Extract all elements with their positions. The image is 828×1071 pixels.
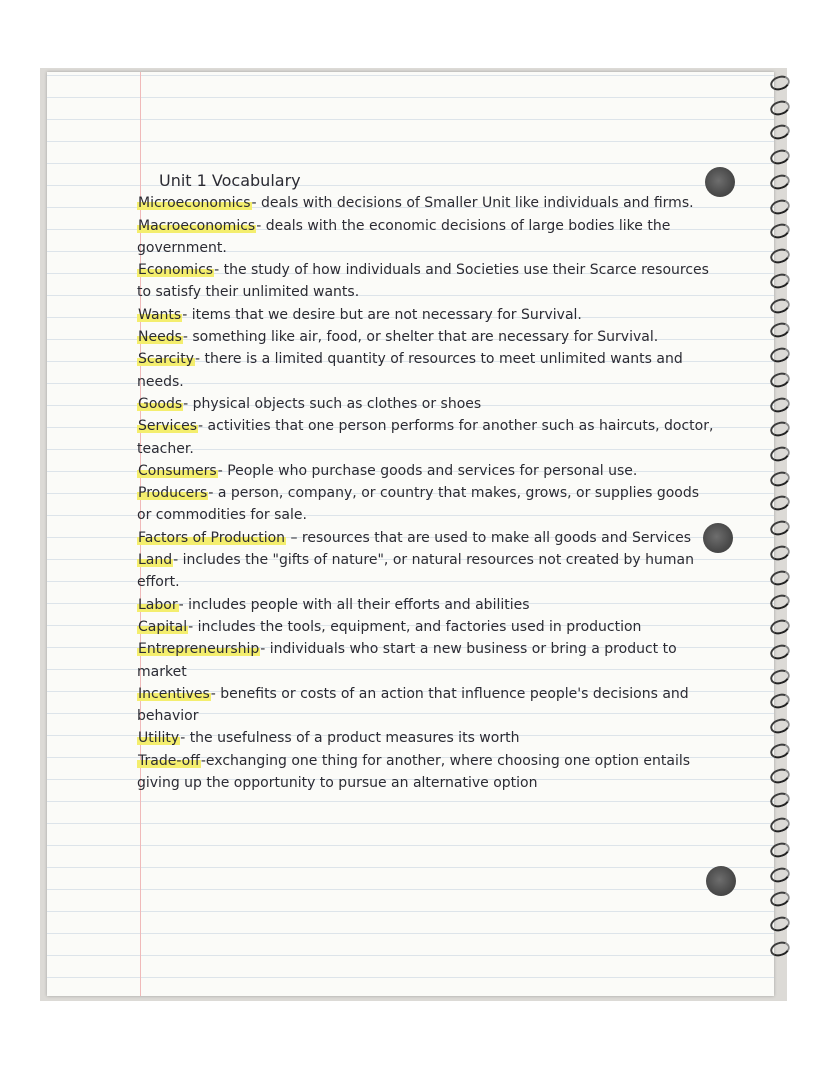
spiral-coil <box>768 73 791 92</box>
spiral-coil <box>768 791 791 810</box>
vocab-definition: - includes the tools, equipment, and factories used in production <box>188 618 642 635</box>
vocab-entry <box>137 750 717 795</box>
spiral-coil <box>768 98 791 117</box>
spiral-coil <box>768 642 791 661</box>
vocab-definition: - the usefulness of a product measures its worth <box>180 730 520 747</box>
vocab-entry <box>137 683 717 728</box>
spiral-coil <box>768 395 791 414</box>
vocab-term: Microeconomics <box>138 195 251 212</box>
spiral-coil <box>768 617 791 636</box>
spiral-coil <box>768 420 791 439</box>
vocab-term: Macroeconomics <box>138 217 256 234</box>
spiral-coil <box>768 889 791 908</box>
vocab-entry <box>137 549 717 594</box>
vocab-entry <box>137 304 717 326</box>
vocab-term: Services <box>138 418 198 435</box>
vocab-definition: - benefits or costs of an action that influence people's decisions and behavior <box>137 685 689 725</box>
spiral-coil <box>768 716 791 735</box>
spiral-coil <box>768 494 791 513</box>
vocab-entry <box>137 727 717 749</box>
vocab-definition: - People who purchase goods and services for personal use. <box>217 462 638 479</box>
vocab-definition: -exchanging one thing for another, where choosing one option entails giving up the opportunity to pursue an alternative option <box>137 752 691 792</box>
spiral-coil <box>768 147 791 166</box>
vocab-term: Trade-off <box>138 752 200 769</box>
vocab-term: Producers <box>138 485 208 502</box>
spiral-coil <box>768 469 791 488</box>
vocab-term: Factors of Production <box>138 529 286 546</box>
vocab-definition: - there is a limited quantity of resources to meet unlimited wants and needs. <box>137 351 683 390</box>
spiral-coil <box>768 271 791 290</box>
vocab-term: Capital <box>138 618 188 635</box>
vocab-entry <box>137 215 717 260</box>
spiral-coil <box>768 692 791 711</box>
vocab-entry <box>137 326 717 348</box>
spiral-coil <box>768 865 791 884</box>
vocab-term: Land <box>138 552 173 569</box>
spiral-coil <box>768 840 791 859</box>
vocab-entry <box>137 415 717 460</box>
vocab-definition: - something like air, food, or shelter that are necessary for Survival. <box>182 329 659 346</box>
spiral-coil <box>768 370 791 389</box>
spiral-coil <box>768 345 791 364</box>
punch-hole <box>706 866 736 896</box>
vocab-entry <box>137 393 717 415</box>
vocab-entry <box>137 594 717 616</box>
spiral-coil <box>768 296 791 315</box>
vocab-entry <box>137 616 717 638</box>
vocab-definition: - physical objects such as clothes or shoes <box>183 395 482 412</box>
spiral-coil <box>768 568 791 587</box>
spiral-coil <box>768 197 791 216</box>
vocab-entry <box>137 259 717 304</box>
vocab-term: Utility <box>138 730 180 747</box>
vocab-term: Entrepreneurship <box>138 641 260 658</box>
spiral-coil <box>768 518 791 537</box>
vocab-definition: - includes the "gifts of nature", or natural resources not created by human effort. <box>137 552 694 591</box>
page-title: Unit 1 Vocabulary <box>159 171 301 190</box>
vocab-definition: - individuals who start a new business or bring a product to market <box>137 641 677 680</box>
vocab-term: Labor <box>138 596 178 613</box>
spiral-binding <box>770 76 800 956</box>
spiral-coil <box>768 123 791 142</box>
vocab-term: Needs <box>138 329 182 346</box>
vocab-entry <box>137 460 717 482</box>
vocab-entry <box>137 638 717 683</box>
vocab-term: Scarcity <box>138 351 194 368</box>
spiral-coil <box>768 939 791 958</box>
spiral-coil <box>768 543 791 562</box>
vocab-entry <box>137 348 717 393</box>
spiral-coil <box>768 246 791 265</box>
vocab-entry <box>137 527 717 549</box>
spiral-coil <box>768 667 791 686</box>
vocab-entry <box>137 482 717 527</box>
vocab-definition: - items that we desire but are not necessary for Survival. <box>182 306 582 323</box>
vocab-definition: – resources that are used to make all goods and Services <box>286 529 691 546</box>
vocab-entry <box>137 192 717 214</box>
vocab-definition: - deals with decisions of Smaller Unit like individuals and firms. <box>251 195 694 212</box>
vocab-term: Wants <box>138 306 182 323</box>
vocab-term: Economics <box>138 262 214 279</box>
spiral-coil <box>768 172 791 191</box>
spiral-coil <box>768 593 791 612</box>
vocab-definition: - deals with the economic decisions of large bodies like the government. <box>137 217 671 256</box>
spiral-coil <box>768 741 791 760</box>
vocab-term: Goods <box>138 395 183 412</box>
vocabulary-list <box>137 192 717 794</box>
spiral-coil <box>768 766 791 785</box>
vocabulary-notes <box>137 170 717 794</box>
vocab-definition: - includes people with all their efforts and abilities <box>178 596 530 613</box>
spiral-coil <box>768 914 791 933</box>
vocab-definition: - activities that one person performs for another such as haircuts, doctor, teacher. <box>137 418 714 457</box>
spiral-coil <box>768 222 791 241</box>
vocab-term: Incentives <box>138 685 210 702</box>
vocab-term: Consumers <box>138 462 217 479</box>
vocab-definition: - the study of how individuals and Societies use their Scarce resources to satisfy their unlimited wants. <box>137 262 709 301</box>
spiral-coil <box>768 815 791 834</box>
spiral-coil <box>768 444 791 463</box>
spiral-coil <box>768 321 791 340</box>
vocab-definition: - a person, company, or country that makes, grows, or supplies goods or commodities for sale. <box>137 485 700 524</box>
